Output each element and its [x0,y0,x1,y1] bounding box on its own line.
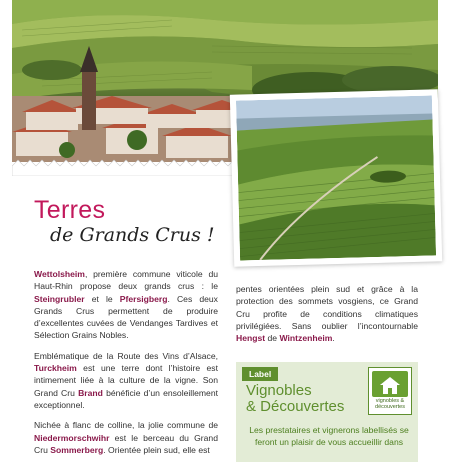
label-title-line: & Découvertes [246,398,345,415]
town-name: Niedermorschwihr [34,432,110,443]
text-span: Emblématique de la Route des Vins d’Alsace, [34,350,218,361]
label-title-line: Vignobles [246,382,312,399]
label-tag: Label [242,367,278,381]
grand-cru-name: Pfersigberg [119,293,168,304]
house-icon [372,371,408,397]
text-span: . Ces deux Grands Crus permettent de produire d’excellentes cuvées de Vendanges Tardives et Sélection Grains Nobles. [34,293,218,341]
logo-house-icon [372,371,408,397]
grand-cru-name: Steingrubler [34,293,85,304]
paragraph-grand-cru-conditions [236,283,418,344]
page-title: Terres [34,196,106,224]
text-span: . [332,333,335,344]
page-subtitle: de Grands Crus ! [50,224,215,246]
grand-cru-name: Sommerberg [50,444,104,455]
right-text-column [236,283,418,352]
inset-photo-vineyards [230,89,442,266]
text-span: de [265,333,280,344]
town-name: Wintzenheim [279,333,333,344]
logo-text [369,398,411,410]
text-span: et le [84,293,120,304]
vignobles-decouvertes-logo [368,367,412,415]
inset-illustration [236,95,436,260]
label-title [246,383,344,415]
text-span: . Orientée plein sud, elle est [103,444,210,455]
town-name: Turckheim [34,363,77,374]
text-span: Nichée à flanc de colline, la jolie commune de [34,420,218,431]
text-span: est le berceau du Grand Cru [34,432,218,455]
paragraph-niedermorschwihr [34,419,218,456]
text-span: est une terre dont l’histoire est intimement liée à la culture de la vigne. Son Grand Cru [34,363,218,398]
paragraph-turckheim [34,350,218,411]
text-span: bénéficie d’un ensoleillement exceptionnel. [34,387,219,410]
label-description: Les prestataires et vignerons labellisés se feront un plaisir de vous accueillir dans [249,425,409,447]
text-span: pentes orientées plein sud et grâce à la protection des sommets vosgiens, ce Grand Cru profite de conditions climatiques privilégiées. Sans oublier l’incontournable [236,284,418,331]
logo-text-line: découvertes [375,404,405,410]
paragraph-wettolsheim [34,268,218,342]
text-span: , première commune viticole du Haut-Rhin propose deux grands crus : le [34,269,218,292]
label-box [236,362,418,462]
logo-text-line: vignobles & [375,398,405,404]
town-name: Wettolsheim [34,269,85,279]
left-text-column [34,268,218,464]
grand-cru-name: Hengst [236,333,266,344]
grand-cru-name: Brand [78,387,103,398]
